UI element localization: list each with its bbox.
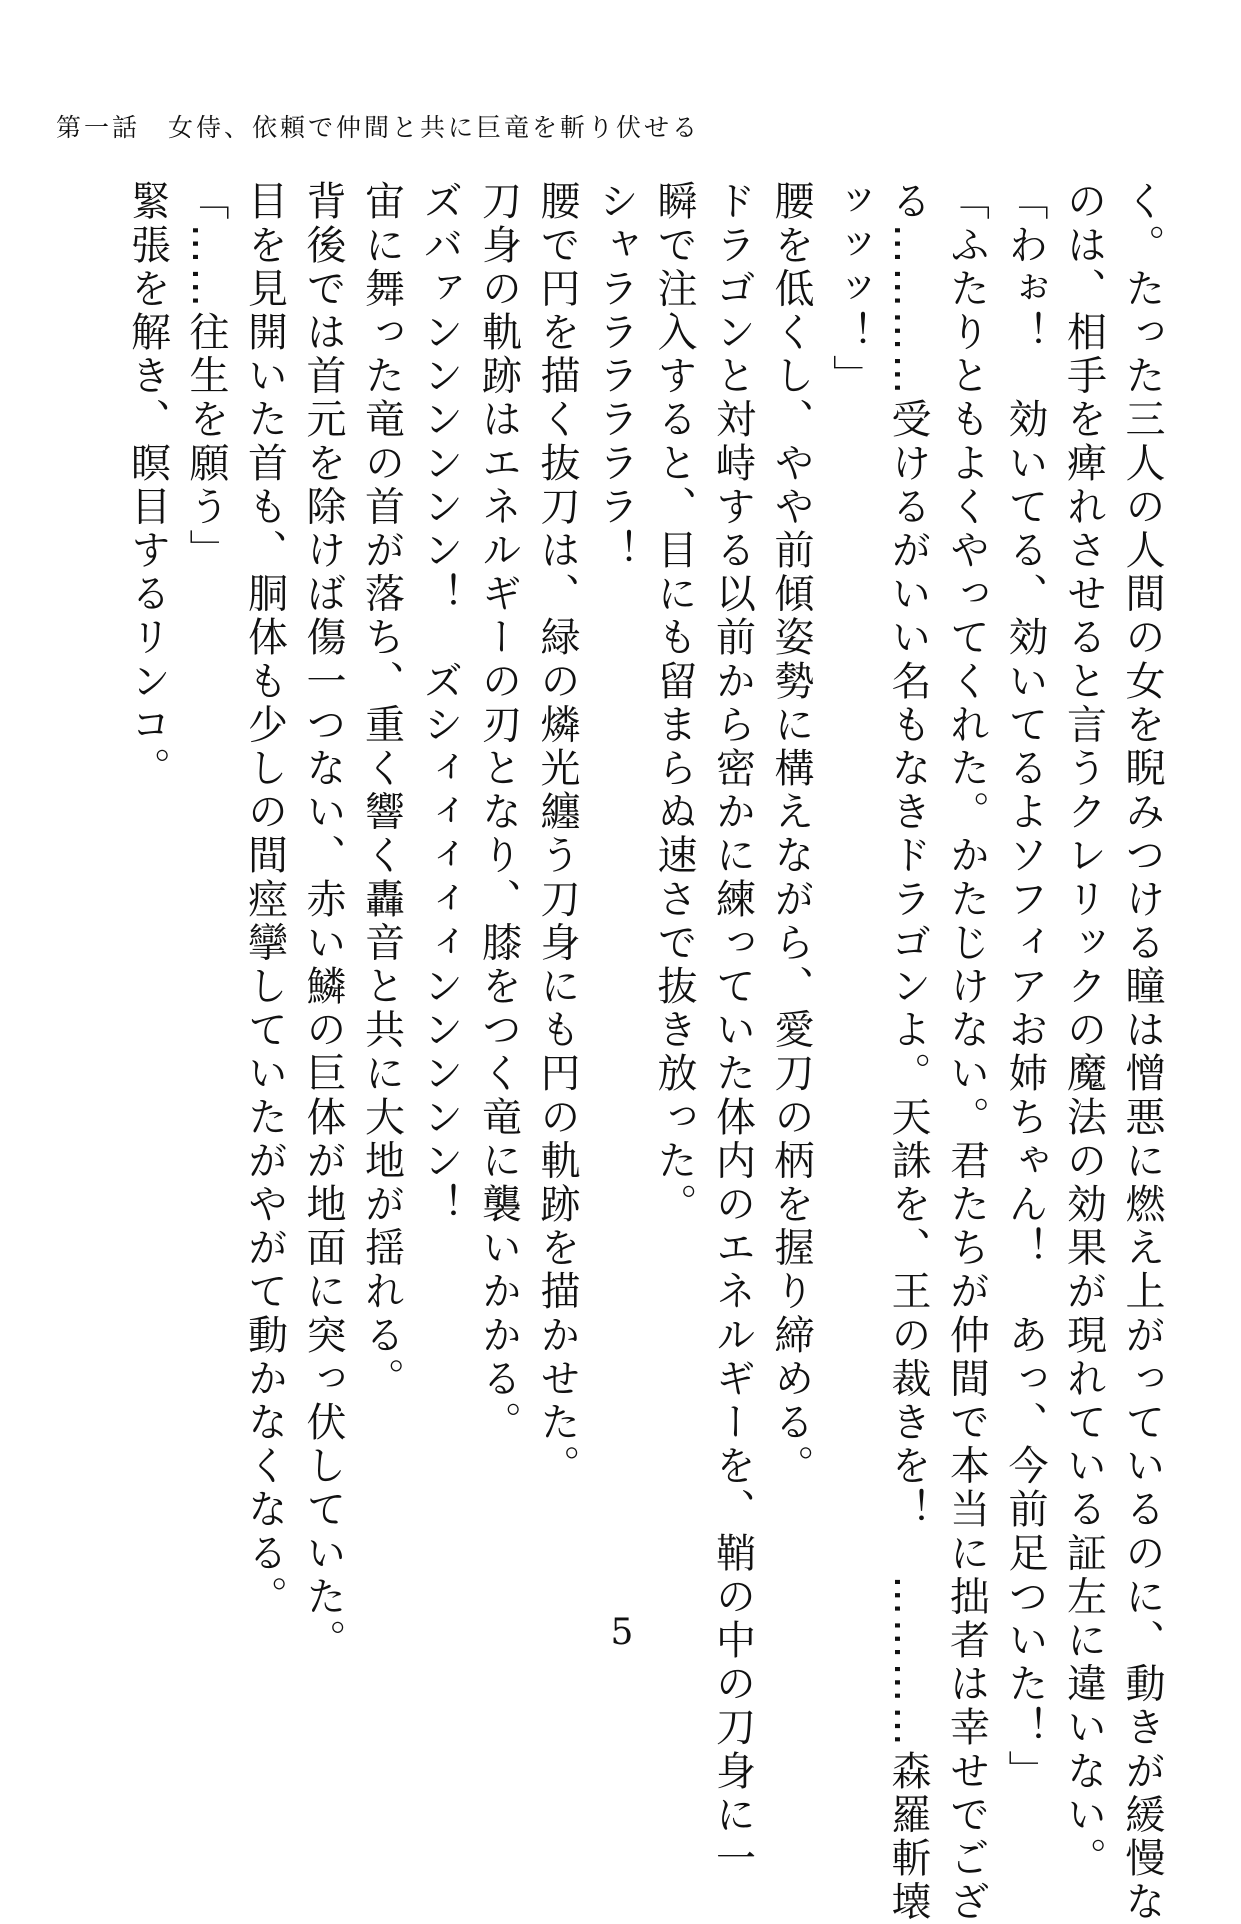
vertical-body-text	[118, 180, 1171, 1924]
text-line: 刀身の軌跡はエネルギーの刃となり、膝をつく竜に襲いかかる。	[475, 180, 522, 1445]
text-line: 目を見開いた首も、胴体も少しの間痙攣していたがやがて動かなくなる。	[241, 180, 288, 1619]
text-line: 背後では首元を除けば傷一つない、赤い鱗の巨体が地面に突っ伏していた。	[300, 180, 346, 1663]
text-line: のは、相手を痺れさせると言うクレリックの魔法の効果が現れている証左に違いない。	[1060, 180, 1107, 1881]
text-line: シャララララララ！	[592, 180, 639, 573]
text-line: く。たった三人の人間の女を睨みつける瞳は憎悪に燃え上がっているのに、動きが緩慢な	[1119, 180, 1165, 1924]
text-line: ッッッ！」	[826, 180, 873, 398]
text-line: ズバァンンンンンン！ ズシィィィィィンンンンン！	[417, 180, 463, 1227]
text-line: ドラゴンと対峙する以前から密かに練っていた体内のエネルギーを、鞘の中の刀身に一	[709, 180, 756, 1881]
text-line: 腰を低くし、やや前傾姿勢に構えながら、愛刀の柄を握り締める。	[768, 180, 814, 1488]
text-line: 緊張を解き、瞑目するリンコ。	[124, 180, 171, 791]
text-line: 「ふたりともよくやってくれた。かたじけない。君たちが仲間で本当に拙者は幸せでござ	[943, 180, 990, 1924]
text-line: 瞬で注入すると、目にも留まらぬ速さで抜き放った。	[651, 180, 697, 1227]
text-line: る…………受けるがいい名もなきドラゴンよ。天誅を、王の裁きを！ …………森羅斬壊	[885, 180, 931, 1924]
text-line: 宙に舞った竜の首が落ち、重く響く轟音と共に大地が揺れる。	[358, 180, 405, 1401]
text-line: 「わぉ！ 効いてる、効いてるよソフィアお姉ちゃん！ あっ、今前足ついた！」	[1002, 180, 1048, 1794]
text-line: 「……往生を願う」	[183, 180, 229, 573]
chapter-header: 第一話 女侍、依頼で仲間と共に巨竜を斬り伏せる	[56, 113, 701, 142]
text-line: 腰で円を描く抜刀は、緑の燐光纏う刀身にも円の軌跡を描かせた。	[534, 180, 580, 1488]
page-number: 5	[610, 1612, 634, 1653]
